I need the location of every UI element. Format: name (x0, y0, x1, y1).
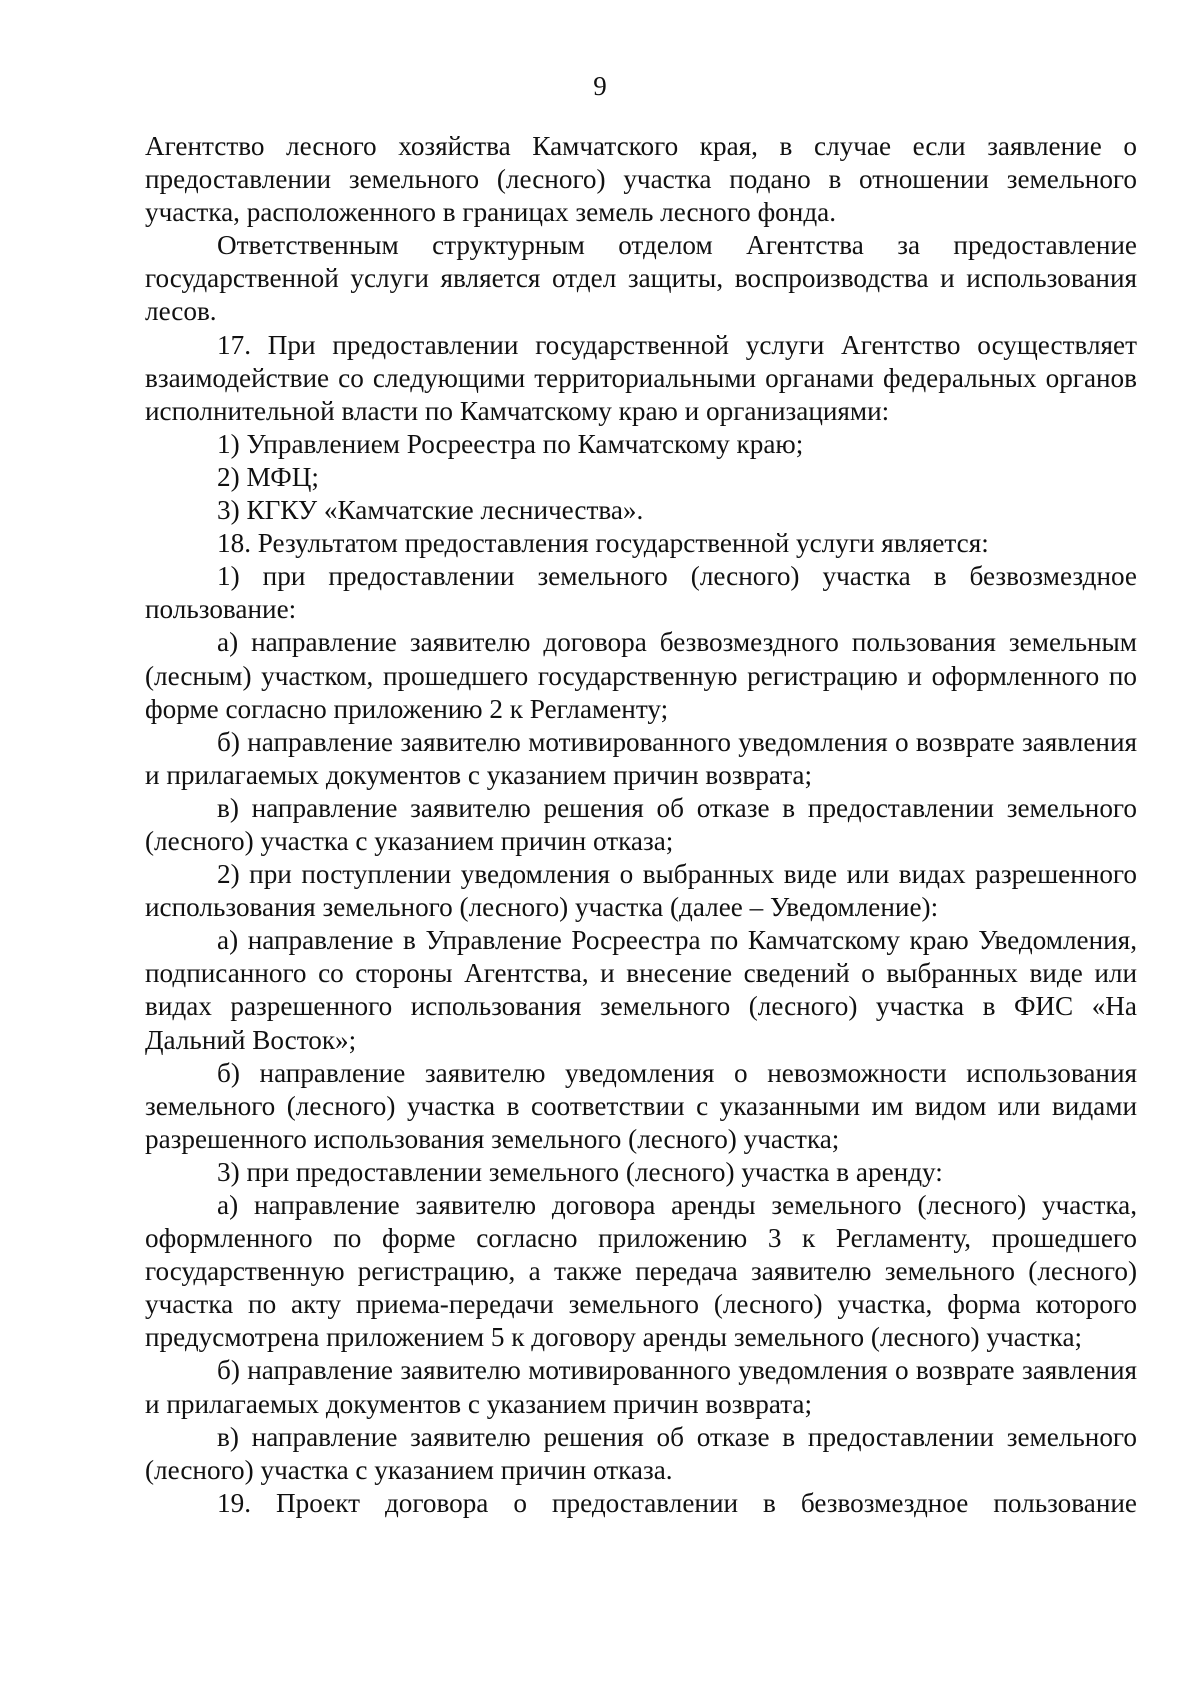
page-number: 9 (593, 71, 607, 101)
paragraph: 3) КГКУ «Камчатские лесничества». (217, 495, 644, 526)
paragraph: 19. Проект договора о предоставлении в безвозмездное пользование (217, 1487, 1137, 1518)
paragraph: в) направление заявителю решения об отказе в предоставлении земельного (лесного) участка с указанием причин отказа. (145, 1421, 1137, 1485)
paragraph: а) направление заявителю договора безвозмездного пользования земельным (лесным) участком, прошедшего государственную регистрацию и оформленного по форме согласно приложению 2 к Регламенту; (145, 627, 1137, 724)
paragraph: Ответственным структурным отделом Агентства за предоставление государственной услуги является отдел защиты, воспроизводства и использования лесов. (145, 230, 1137, 327)
paragraph: б) направление заявителю мотивированного уведомления о возврате заявления и прилагаемых документов с указанием причин возврата; (145, 726, 1137, 790)
paragraph: в) направление заявителю решения об отказе в предоставлении земельного (лесного) участка с указанием причин отказа; (145, 792, 1137, 856)
paragraph: 18. Результатом предоставления государственной услуги является: (217, 528, 989, 559)
paragraph: б) направление заявителю мотивированного уведомления о возврате заявления и прилагаемых документов с указанием причин возврата; (145, 1355, 1137, 1419)
paragraph: 2) МФЦ; (217, 461, 319, 492)
paragraph: 1) Управлением Росреестра по Камчатскому краю; (217, 428, 804, 459)
paragraph: 3) при предоставлении земельного (лесного) участка в аренду: (217, 1156, 943, 1187)
paragraph: а) направление заявителю договора аренды земельного (лесного) участка, оформленного по форме согласно приложению 3 к Регламенту, прошедшего государственную регистрацию, а также передача заявителю земельного (лесного) участка по акту приема-передачи земельного (лесного) участка, форма которого предусмотрена приложением 5 к договору аренды земельного (лесного) участка; (145, 1190, 1137, 1353)
document-body (145, 130, 1137, 1520)
paragraph: а) направление в Управление Росреестра по Камчатскому краю Уведомления, подписанного со стороны Агентства, и внесение сведений о выбранных виде или видах разрешенного использования земельного (лесного) участка в ФИС «На Дальний Восток»; (145, 925, 1137, 1055)
paragraph: Агентство лесного хозяйства Камчатского края, в случае если заявление о предоставлении земельного (лесного) участка подано в отношении земельного участка, расположенного в границах земель лесного фонда. (145, 131, 1137, 228)
paragraph: 2) при поступлении уведомления о выбранных виде или видах разрешенного использования земельного (лесного) участка (далее – Уведомление): (145, 859, 1137, 923)
paragraph: 1) при предоставлении земельного (лесного) участка в безвозмездное пользование: (145, 561, 1137, 625)
paragraph: б) направление заявителю уведомления о невозможности использования земельного (лесного) участка в соответствии с указанными им видом или видами разрешенного использования земельного (лесного) участка; (145, 1057, 1137, 1154)
paragraph: 17. При предоставлении государственной услуги Агентство осуществляет взаимодействие со следующими территориальными органами федеральных органов исполнительной власти по Камчатскому краю и организациями: (145, 329, 1137, 426)
